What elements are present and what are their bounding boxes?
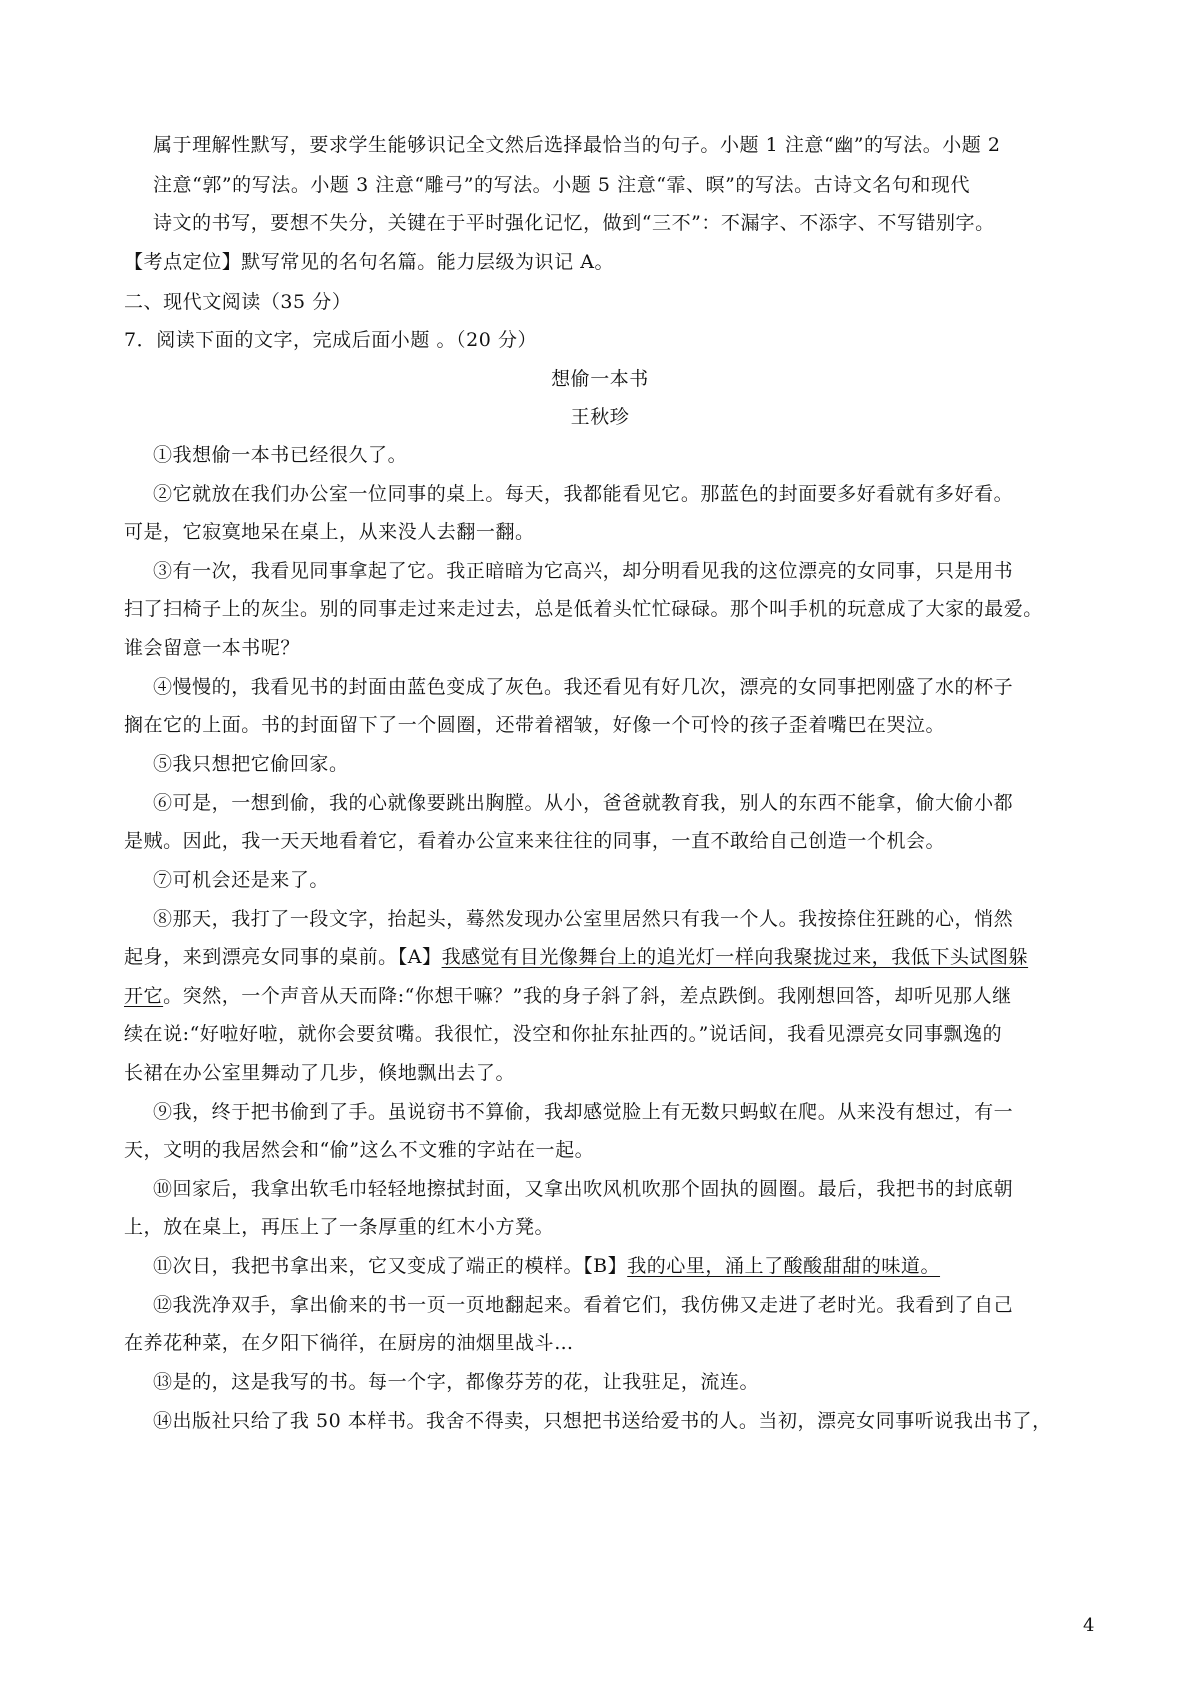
paragraph-4-line-1: ④慢慢的，我看见书的封面由蓝色变成了灰色。我还看见有好几次，漂亮的女同事把刚盛了水的杯子 bbox=[153, 676, 1014, 698]
question-prompt: 7．阅读下面的文字，完成后面小题 。（20 分） bbox=[124, 329, 538, 351]
paragraph-12-line-2: 在养花种菜，在夕阳下徜徉，在厨房的油烟里战斗… bbox=[124, 1332, 574, 1354]
analysis-line-3: 诗文的书写，要想不失分，关键在于平时强化记忆，做到“三不”：不漏字、不添字、不写错别字。 bbox=[153, 212, 995, 234]
paragraph-6-line-2: 是贼。因此，我一天天地看着它，看着办公宣来来往往的同事，一直不敢给自己创造一个机会。 bbox=[124, 830, 946, 852]
paragraph-14-line-1: ⑭出版社只给了我 50 本样书。我舍不得卖，只想把书送给爱书的人。当初，漂亮女同事听说我出书了， bbox=[153, 1410, 1052, 1432]
paragraph-4-line-2: 搁在它的上面。书的封面留下了一个圆圈，还带着褶皱，好像一个可怜的孩子歪着嘴巴在哭泣。 bbox=[124, 714, 946, 736]
underlined-sentence-a-end: 开它 bbox=[124, 985, 164, 1007]
kaodian-note: 【考点定位】默写常见的名句名篇。能力层级为识记 A。 bbox=[124, 251, 615, 273]
paragraph-8-line-1: ⑧那天，我打了一段文字，抬起头，蓦然发现办公室里居然只有我一个人。我按捺住狂跳的心，悄然 bbox=[153, 908, 1014, 930]
paragraph-10-line-1: ⑩回家后，我拿出软毛巾轻轻地擦拭封面，又拿出吹风机吹那个固执的圆圈。最后，我把书的封底朝 bbox=[153, 1178, 1014, 1200]
section-heading: 二、现代文阅读（35 分） bbox=[124, 291, 352, 313]
paragraph-11-text: ⑪次日，我把书拿出来，它又变成了端正的模样。【B】 bbox=[153, 1255, 628, 1277]
paragraph-3-line-2: 扫了扫椅子上的灰尘。别的同事走过来走过去，总是低着头忙忙碌碌。那个叫手机的玩意成了大家的最爱。 bbox=[124, 598, 1043, 620]
paragraph-8-line-2 bbox=[124, 945, 1028, 969]
paragraph-8-line-4: 续在说:“好啦好啦，就你会要贫嘴。我很忙，没空和你扯东扯西的。”说话间，我看见漂亮女同事飘逸的 bbox=[124, 1023, 1003, 1045]
paragraph-8-line-5: 长裙在办公室里舞动了几步，倏地飘出去了。 bbox=[124, 1062, 516, 1084]
underlined-sentence-a: 我感觉有目光像舞台上的追光灯一样向我聚拢过来，我低下头试图躲 bbox=[441, 946, 1029, 968]
paragraph-2-line-1: ②它就放在我们办公室一位同事的桌上。每天，我都能看见它。那蓝色的封面要多好看就有多好看。 bbox=[153, 483, 1014, 505]
paragraph-2-line-2: 可是，它寂寞地呆在桌上，从来没人去翻一翻。 bbox=[124, 521, 535, 543]
paragraph-8-line-2-text: 起身，来到漂亮女同事的桌前。【A】 bbox=[124, 946, 442, 968]
article-title: 想偷一本书 bbox=[551, 368, 649, 390]
page-number: 4 bbox=[1083, 1615, 1095, 1636]
paragraph-9-line-2: 天，文明的我居然会和“偷”这么不文雅的字站在一起。 bbox=[124, 1139, 595, 1161]
paragraph-8-line-3-text: 。突然，一个声音从天而降:“你想干嘛？”我的身子斜了斜，差点跌倒。我刚想回答，却听见那人继 bbox=[163, 985, 1012, 1007]
article-author: 王秋珍 bbox=[570, 406, 630, 428]
paragraph-12-line-1: ⑫我洗净双手，拿出偷来的书一页一页地翻起来。看着它们，我仿佛又走进了老时光。我看到了自己 bbox=[153, 1294, 1014, 1316]
paragraph-3-line-1: ③有一次，我看见同事拿起了它。我正暗暗为它高兴，却分明看见我的这位漂亮的女同事，只是用书 bbox=[153, 560, 1014, 582]
paragraph-6-line-1: ⑥可是，一想到偷，我的心就像要跳出胸膛。从小，爸爸就教育我，别人的东西不能拿，偷大偷小都 bbox=[153, 792, 1014, 814]
paragraph-5: ⑤我只想把它偷回家。 bbox=[153, 753, 349, 775]
underlined-sentence-b: 我的心里，涌上了酸酸甜甜的味道。 bbox=[627, 1255, 941, 1277]
paragraph-3-line-3: 谁会留意一本书呢？ bbox=[124, 637, 300, 659]
analysis-line-1: 属于理解性默写，要求学生能够识记全文然后选择最恰当的句子。小题 1 注意“幽”的写法。小题 2 bbox=[153, 134, 1001, 156]
analysis-line-2: 注意“郭”的写法。小题 3 注意“雕弓”的写法。小题 5 注意“霏、暝”的写法。古诗文名句和现代 bbox=[153, 174, 971, 196]
paragraph-11 bbox=[153, 1254, 940, 1278]
paragraph-7: ⑦可机会还是来了。 bbox=[153, 869, 329, 891]
paragraph-9-line-1: ⑨我，终于把书偷到了手。虽说窃书不算偷，我却感觉脸上有无数只蚂蚁在爬。从来没有想过，有一 bbox=[153, 1101, 1014, 1123]
paragraph-10-line-2: 上，放在桌上，再压上了一条厚重的红木小方凳。 bbox=[124, 1216, 555, 1238]
paragraph-8-line-3 bbox=[124, 984, 1012, 1008]
paragraph-1: ①我想偷一本书已经很久了。 bbox=[153, 444, 408, 466]
paragraph-13: ⑬是的，这是我写的书。每一个字，都像芬芳的花，让我驻足，流连。 bbox=[153, 1371, 760, 1393]
